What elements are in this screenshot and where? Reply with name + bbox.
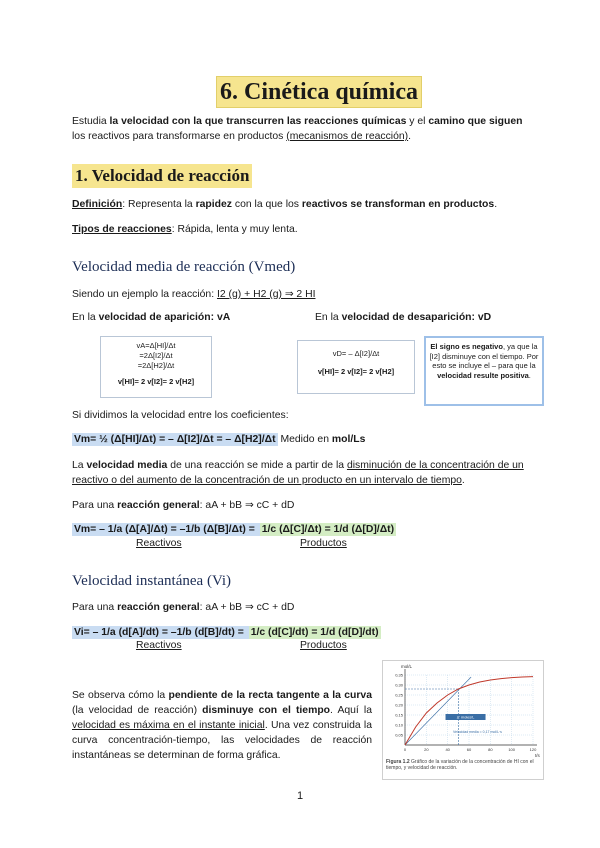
box-aparicion xyxy=(100,336,212,398)
x-tick-label: 80 xyxy=(488,747,493,752)
y-tick-label: 0,05 xyxy=(395,732,403,738)
dividimos-paragraph: Si dividimos la velocidad entre los coeficientes: xyxy=(72,410,289,421)
y-tick-label: 0,15 xyxy=(395,712,403,718)
box-aparicion-line: =2Δ[I2]/Δt xyxy=(139,351,173,360)
page-number: 1 xyxy=(296,790,304,802)
page-title: 6. Cinética química xyxy=(216,76,422,108)
y-tick-label: 0,35 xyxy=(395,672,403,678)
y-tick-label: 0,30 xyxy=(395,682,403,688)
vm-general-formula: Vm= – 1/a (Δ[A]/Δt) = –1/b (Δ[B]/Δt) = 1/c (Δ[C]/Δt) = 1/d (Δ[D]/Δt) xyxy=(74,524,395,535)
annotation-label: Δ' moles/L xyxy=(456,715,475,720)
label-productos: Productos xyxy=(300,538,347,549)
subheading-vi: Velocidad instantánea (Vi) xyxy=(72,573,232,589)
vi-general-formula: Vi= – 1/a (d[A]/dt) = –1/b (d[B]/dt) = 1/c (d[C]/dt) = 1/d (d[D]/dt) xyxy=(74,627,379,638)
label-reactivos-vi: Reactivos xyxy=(136,640,182,651)
x-tick-label: 60 xyxy=(466,747,472,752)
y-axis-label: mol/L xyxy=(401,664,413,669)
desaparicion-label: En la velocidad de desaparición: vD xyxy=(315,312,492,323)
subheading-vmed: Velocidad media de reacción (Vmed) xyxy=(72,259,296,275)
y-tick-label: 0,25 xyxy=(395,692,403,698)
note-signo-negativo: El signo es negativo, ya que la [I2] disminuye con el tiempo. Por esto se incluye el – para que la velocidad resulte positiva. xyxy=(424,336,544,406)
box-desaparicion xyxy=(297,340,415,394)
x-tick-label: 120 xyxy=(529,747,537,752)
box-desaparicion-line: vD= – Δ[I2]/Δt xyxy=(332,349,380,358)
vm-formula-line: Vm= ½ (Δ[HI]/Δt) = – Δ[I2]/Δt = – Δ[H2]/Δt Medido en mol/Ls xyxy=(74,434,366,445)
tipos-paragraph: Tipos de reacciones: Rápida, lenta y muy lenta. xyxy=(72,224,298,235)
box-aparicion-result: v[HI]= 2 v[I2]= 2 v[H2] xyxy=(117,377,195,386)
vm-formula: Vm= ½ (Δ[HI]/Δt) = – Δ[I2]/Δt = – Δ[H2]/Δt xyxy=(74,434,276,445)
intro-paragraph: Estudia la velocidad con la que transcurren las reacciones químicas y el camino que siguen los reactivos para transformarse en productos (mecanismos de reacción). xyxy=(72,116,523,142)
observacion-paragraph: Se observa cómo la pendiente de la recta tangente a la curva (la velocidad de reacción) disminuye con el tiempo. Aquí la velocidad es máxima en el instante inicial. Una vez construida la curva concentración-tiempo, las velocidades de reacción instantáneas se determinan de forma gráfica. xyxy=(72,690,373,761)
x-tick-label: 40 xyxy=(445,747,450,752)
label-reactivos: Reactivos xyxy=(136,538,182,549)
box-desaparicion-result: v[HI]= 2 v[I2]= 2 v[H2] xyxy=(317,367,395,376)
x-axis-label: t/s xyxy=(535,753,540,757)
chart-svg xyxy=(383,661,543,757)
ejemplo-paragraph: Siendo un ejemplo la reacción: I2 (g) + H2 (g) ⇒ 2 HI xyxy=(72,289,316,300)
series-line xyxy=(405,677,533,745)
general-reaction-vi: Para una reacción general: aA + bB ⇒ cC + dD xyxy=(72,602,295,613)
label-productos-vi: Productos xyxy=(300,640,347,651)
definicion-paragraph: Definición: Representa la rapidez con la que los reactivos se transforman en productos. xyxy=(72,199,498,210)
x-tick-label: 20 xyxy=(424,747,429,752)
concentration-time-chart xyxy=(382,660,544,780)
y-tick-label: 0,10 xyxy=(395,722,403,728)
box-aparicion-line: vA=Δ[HI]/Δt xyxy=(136,341,176,350)
section-heading-velocidad: 1. Velocidad de reacción xyxy=(72,164,252,188)
aparicion-label: En la velocidad de aparición: vA xyxy=(72,312,231,323)
general-reaction-vmed: Para una reacción general: aA + bB ⇒ cC + dD xyxy=(72,500,295,511)
x-tick-label: 0 xyxy=(403,747,407,752)
y-tick-label: 0,20 xyxy=(395,702,403,708)
box-aparicion-line: =2Δ[H2]/Δt xyxy=(137,361,175,370)
media-paragraph: La velocidad media de una reacción se mide a partir de la disminución de la concentración de un reactivo o del aumento de la concentración de un producto en un intervalo de tiempo. xyxy=(72,460,524,486)
annotation-label: Velocidad media = 0,17 mol/L·s xyxy=(453,730,502,734)
x-tick-label: 100 xyxy=(508,747,516,752)
chart-caption: Figura 1.2 Gráfico de la variación de la concentración de HI con el tiempo, y velocidad de reacción. xyxy=(386,759,534,771)
